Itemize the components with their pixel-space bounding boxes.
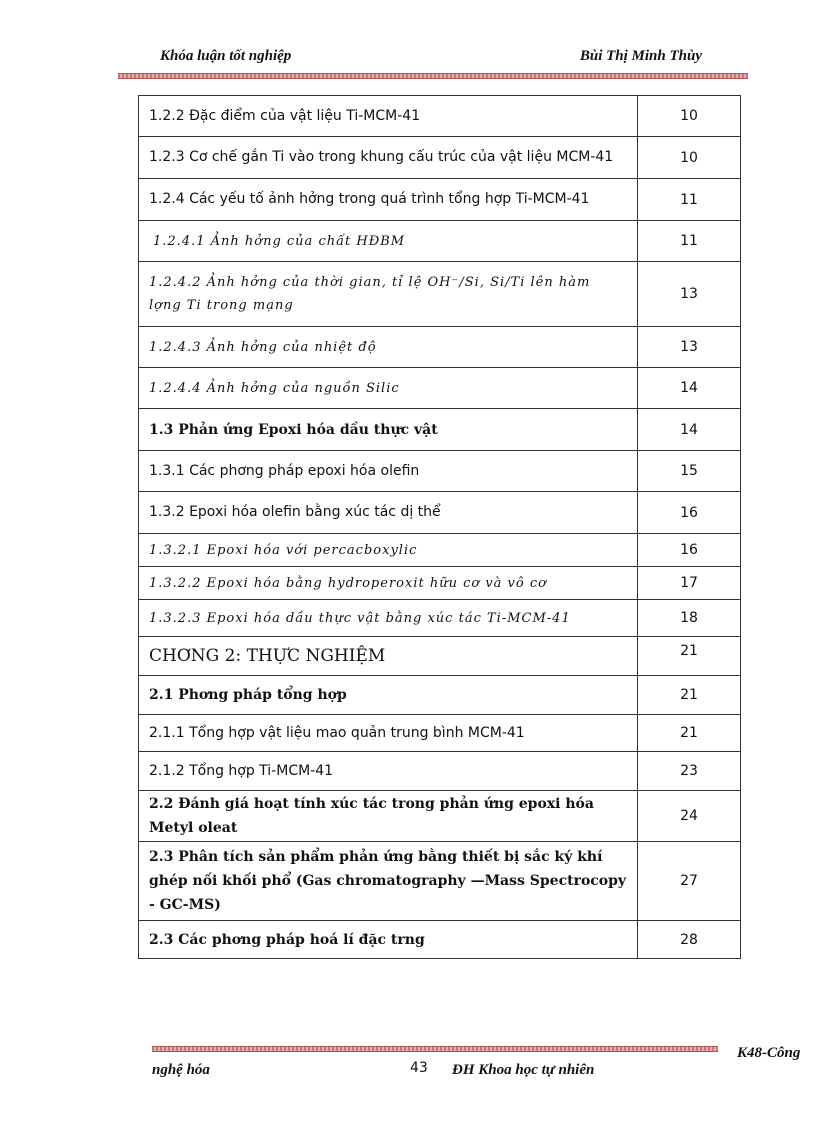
toc-row [139, 637, 740, 676]
toc-entry-title: 1.3.2 Epoxi hóa olefin bằng xúc tác dị thể [149, 504, 441, 520]
page-number: 43 [410, 1060, 428, 1076]
toc-entry-page: 21 [637, 715, 740, 751]
toc-entry-title: 2.1.1 Tổng hợp vật liệu mao quản trung bình MCM-41 [149, 724, 525, 741]
toc-entry-title: 2.3 Phân tích sản phẩm phản ứng bằng thiết bị sắc ký khí ghép nối khối phổ (Gas chromatography —Mass Spectrocopy - GC-MS) [149, 849, 627, 913]
toc-entry-page: 14 [637, 368, 740, 408]
toc-entry-title: 1.2.4.2 Ảnh hởng của thời gian, tỉ lệ OH⁻/Si, Si/Ti lên hàm lợng Ti trong mạng [149, 275, 591, 313]
toc-row [139, 137, 740, 179]
toc-entry-page: 28 [637, 921, 740, 958]
footer-rule [152, 1046, 718, 1052]
header-rule [118, 73, 748, 79]
toc-entry-page: 23 [637, 752, 740, 790]
toc-entry-page: 21 [637, 676, 740, 714]
toc-entry-page: 10 [637, 96, 740, 136]
toc-entry-title: 1.2.4.3 Ảnh hởng của nhiệt độ [149, 339, 377, 355]
footer-department-part2: nghệ hóa [152, 1062, 210, 1078]
footer-department-part1: K48-Công [737, 1045, 801, 1061]
toc-row [139, 409, 740, 451]
toc-row [139, 921, 740, 959]
header-left-title: Khóa luận tốt nghiệp [160, 48, 292, 64]
toc-row [139, 262, 740, 327]
toc-entry-page: 16 [637, 534, 740, 566]
toc-entry-page: 27 [637, 842, 740, 920]
toc-entry-title: 1.2.4.4 Ảnh hởng của nguồn Silic [149, 380, 400, 396]
toc-entry-title: 2.3 Các phơng pháp hoá lí đặc trng [149, 931, 425, 948]
toc-entry-title: 1.3.2.1 Epoxi hóa với percacboxylic [149, 542, 418, 558]
header-author: Bùi Thị Minh Thùy [579, 48, 702, 64]
toc-row [139, 327, 740, 368]
toc-entry-page: 18 [637, 600, 740, 636]
toc-entry-page: 14 [637, 409, 740, 450]
toc-row [139, 221, 740, 262]
toc-row [139, 451, 740, 492]
toc-entry-title: 1.2.4.1 Ảnh hởng của chất HĐBM [153, 233, 406, 249]
toc-entry-page: 10 [637, 137, 740, 178]
toc-row [139, 492, 740, 534]
toc-entry-page: 15 [637, 451, 740, 491]
table-of-contents [138, 95, 741, 959]
toc-entry-title: 1.2.4 Các yếu tố ảnh hởng trong quá trình tổng hợp Ti-MCM-41 [149, 191, 590, 207]
toc-entry-page: 13 [637, 327, 740, 367]
toc-row [139, 179, 740, 221]
toc-row [139, 95, 740, 137]
toc-entry-page: 13 [637, 262, 740, 326]
toc-entry-page: 24 [637, 791, 740, 841]
toc-row [139, 567, 740, 600]
toc-entry-page: 11 [637, 179, 740, 220]
toc-row [139, 368, 740, 409]
toc-entry-title: 2.1 Phơng pháp tổng hợp [149, 687, 347, 703]
toc-entry-title: 1.3 Phản ứng Epoxi hóa dầu thực vật [149, 421, 438, 438]
toc-entry-title: 1.3.2.3 Epoxi hóa dầu thực vật bằng xúc tác Ti-MCM-41 [149, 610, 571, 626]
toc-row [139, 600, 740, 637]
toc-entry-title: 1.3.1 Các phơng pháp epoxi hóa olefin [149, 462, 420, 479]
toc-entry-page: 11 [637, 221, 740, 261]
toc-entry-page: 17 [637, 567, 740, 599]
toc-row [139, 676, 740, 715]
toc-entry-title: 1.3.2.2 Epoxi hóa bằng hydroperoxit hữu cơ và vô cơ [149, 575, 547, 591]
toc-entry-title: 1.2.2 Đặc điểm của vật liệu Ti-MCM-41 [149, 107, 421, 124]
toc-row [139, 791, 740, 842]
footer-university: ĐH Khoa học tự nhiên [452, 1062, 595, 1078]
toc-entry-page: 21 [637, 637, 740, 675]
toc-entry-page: 16 [637, 492, 740, 533]
toc-row [139, 534, 740, 567]
toc-row [139, 715, 740, 752]
toc-entry-title: 1.2.3 Cơ chế gắn Ti vào trong khung cấu trúc của vật liệu MCM-41 [149, 149, 614, 165]
toc-entry-title: CHƠNG 2: THỰC NGHIỆM [149, 645, 386, 666]
toc-entry-title: 2.2 Đánh giá hoạt tính xúc tác trong phản ứng epoxi hóa Metyl oleat [149, 796, 594, 836]
toc-entry-title: 2.1.2 Tổng hợp Ti-MCM-41 [149, 762, 334, 779]
toc-row [139, 752, 740, 791]
toc-row [139, 842, 740, 921]
